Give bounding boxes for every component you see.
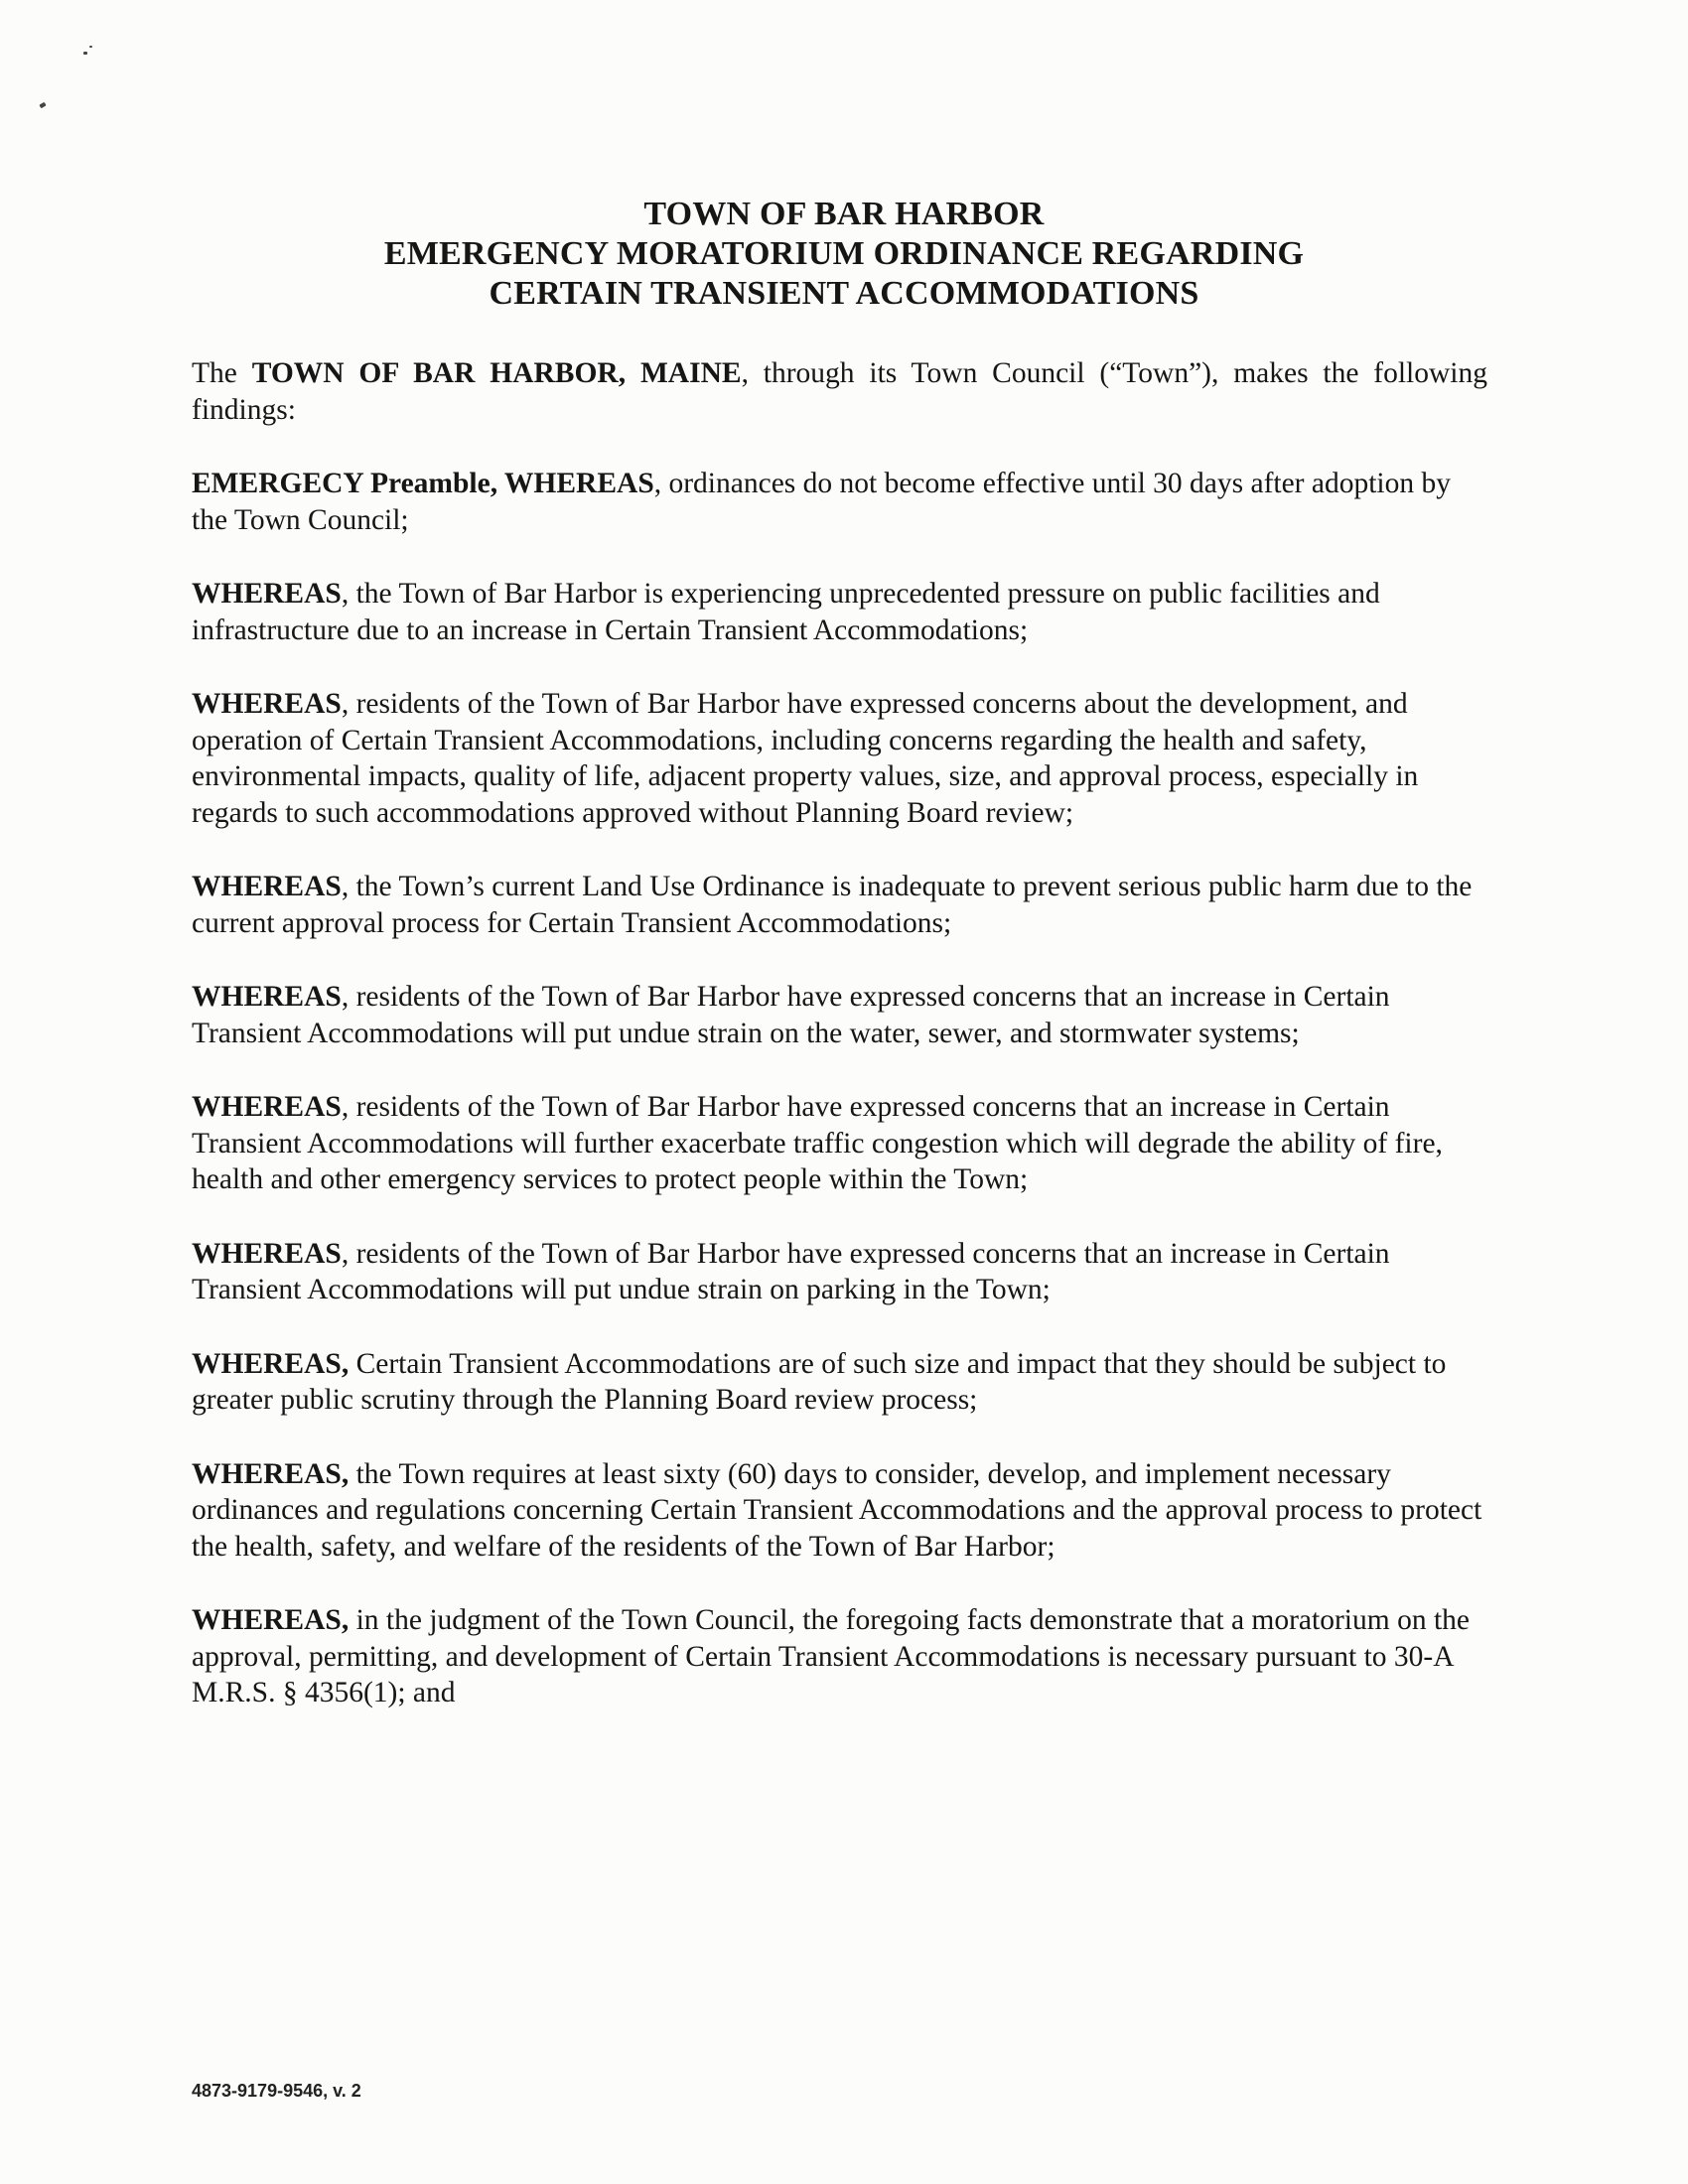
whereas-lead: WHEREAS [192,981,342,1013]
whereas-lead: WHEREAS, [192,1347,350,1380]
whereas-lead: WHEREAS [192,688,342,720]
whereas-paragraph: WHEREAS, the Town requires at least sixty (60) days to consider, develop, and implement necessary ordinances and regulations concerning Certain Transient Accommodations and the approval process to protect the health, safety, and welfare of the residents of the Town of Bar Harbor; [192,1457,1482,1563]
whereas-paragraph: WHEREAS, the Town’s current Land Use Ordinance is inadequate to prevent serious public harm due to the current approval process for Certain Transient Accommodations; [192,871,1473,939]
whereas-lead: WHEREAS, [192,1457,350,1490]
scan-speck [39,102,46,108]
intro-paragraph: The TOWN OF BAR HARBOR, MAINE, through its Town Council (“Town”), makes the following findings: [192,357,1487,426]
whereas-paragraph: WHEREAS, residents of the Town of Bar Harbor have expressed concerns about the development, and operation of Certain Transient Accommodations, including concerns regarding the health and safety, environmental impacts, quality of life, adjacent property values, size, and approval process, especially in regards to such accommodations approved without Planning Board review; [192,688,1419,829]
scan-speck [89,46,92,48]
whereas-lead: WHEREAS [192,1237,342,1270]
document-body [192,355,1487,1749]
whereas-lead: WHEREAS [192,871,342,902]
document-id-footer: 4873-9179-9546, v. 2 [192,2081,361,2101]
whereas-lead: EMERGECY Preamble, WHEREAS [192,468,654,499]
whereas-paragraph: WHEREAS, residents of the Town of Bar Harbor have expressed concerns that an increase in Certain Transient Accommodations will put undue strain on parking in the Town; [192,1237,1390,1305]
whereas-lead: WHEREAS, [192,1604,350,1636]
whereas-lead: WHEREAS [192,1091,342,1123]
whereas-paragraph: WHEREAS, Certain Transient Accommodations are of such size and impact that they should be subject to greater public scrutiny through the Planning Board review process; [192,1347,1447,1416]
title-line-3: CERTAIN TRANSIENT ACCOMMODATIONS [489,275,1199,312]
whereas-paragraph: WHEREAS, residents of the Town of Bar Harbor have expressed concerns that an increase in Certain Transient Accommodations will put undue strain on the water, sewer, and stormwater systems; [192,981,1390,1049]
whereas-paragraph: WHEREAS, in the judgment of the Town Council, the foregoing facts demonstrate that a moratorium on the approval, permitting, and development of Certain Transient Accommodations is necessary pursuant to 30-A M.R.S. § 4356(1); and [192,1604,1470,1708]
title-line-2: EMERGENCY MORATORIUM ORDINANCE REGARDING [383,235,1305,272]
whereas-paragraph: EMERGECY Preamble, WHEREAS, ordinances do not become effective until 30 days after adoption by the Town Council; [192,468,1451,536]
title-line-1: TOWN OF BAR HARBOR [643,196,1045,232]
scan-speck [83,52,87,55]
whereas-paragraph: WHEREAS, the Town of Bar Harbor is experiencing unprecedented pressure on public facilities and infrastructure due to an increase in Certain Transient Accommodations; [192,578,1380,646]
document-title [0,195,1688,314]
whereas-lead: WHEREAS [192,578,342,610]
whereas-paragraph: WHEREAS, residents of the Town of Bar Harbor have expressed concerns that an increase in Certain Transient Accommodations will further exacerbate traffic congestion which will degrade the ability of fire, health and other emergency services to protect people within the Town; [192,1091,1443,1195]
town-name: TOWN OF BAR HARBOR, MAINE [251,357,742,389]
